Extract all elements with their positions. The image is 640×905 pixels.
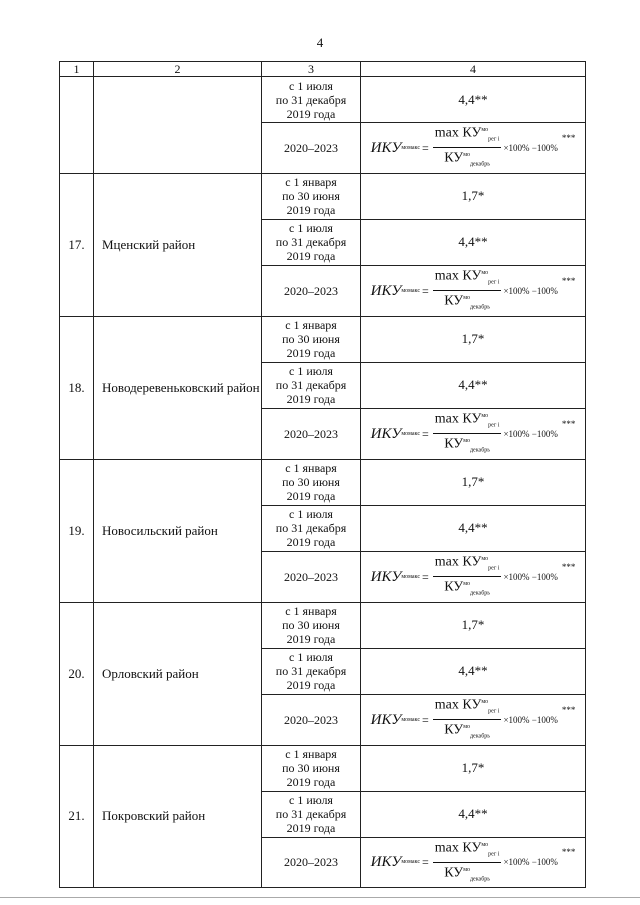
period-line: 2020–2023 xyxy=(284,426,338,441)
value-cell xyxy=(361,551,586,602)
period-line: 2019 года xyxy=(286,775,336,790)
formula-lhs: ИКУ xyxy=(370,568,402,585)
formula-tail: ×100% −100% xyxy=(503,428,558,439)
formula-equals: = xyxy=(422,855,429,870)
district-number: 17. xyxy=(60,173,94,316)
period-cell xyxy=(262,837,361,888)
formula xyxy=(371,123,576,173)
value-cell xyxy=(361,123,586,174)
period-line: 2019 года xyxy=(286,535,336,550)
district-name: Орловский район xyxy=(94,602,262,745)
period-line: по 31 декабря xyxy=(275,92,347,107)
formula-lhs: ИКУ xyxy=(370,711,402,728)
period-line: по 30 июня xyxy=(282,475,340,490)
formula-denominator-sub: декабрь xyxy=(470,733,490,740)
formula-denominator-text: КУ xyxy=(444,722,464,738)
formula-footnote-mark: *** xyxy=(561,275,576,286)
page-number: 4 xyxy=(316,35,324,50)
formula-denominator xyxy=(444,577,490,601)
value-cell: 4,4** xyxy=(361,505,586,551)
period-line: с 1 июля xyxy=(289,793,333,808)
formula-lhs-sub: макс xyxy=(408,716,420,723)
formula-denominator-text: КУ xyxy=(444,865,464,881)
period-line: по 31 декабря xyxy=(275,521,347,536)
period-cell xyxy=(262,173,361,219)
period-cell xyxy=(262,648,361,694)
period-line: по 30 июня xyxy=(282,332,340,347)
formula-equals: = xyxy=(422,712,429,727)
period-line: с 1 июля xyxy=(289,221,333,236)
value-cell xyxy=(361,265,586,316)
period-line: по 31 декабря xyxy=(275,807,347,822)
formula-footnote-mark: *** xyxy=(561,704,576,715)
period-line: 2020–2023 xyxy=(284,283,338,298)
value-cell: 1,7* xyxy=(361,316,586,362)
district-name: Мценский район xyxy=(94,173,262,316)
period-cell xyxy=(262,745,361,791)
value-cell: 1,7* xyxy=(361,602,586,648)
formula-lhs-sub: макс xyxy=(408,859,420,866)
value-cell: 4,4** xyxy=(361,648,586,694)
period-line: по 31 декабря xyxy=(275,235,347,250)
value-cell xyxy=(361,408,586,459)
period-cell xyxy=(262,362,361,408)
period-line: с 1 января xyxy=(285,175,337,190)
period-line: по 31 декабря xyxy=(275,664,347,679)
table-row xyxy=(60,745,586,791)
formula-denominator xyxy=(444,148,490,172)
formula-fraction xyxy=(433,409,502,459)
formula-fraction xyxy=(433,552,502,602)
name-cell xyxy=(94,77,262,174)
formula-fraction xyxy=(433,123,502,173)
value-cell xyxy=(361,694,586,745)
formula-denominator-sup: мо xyxy=(463,295,470,302)
formula-fraction xyxy=(433,838,502,888)
period-line: с 1 января xyxy=(285,461,337,476)
formula-numerator-sup: мо xyxy=(481,412,489,419)
formula-denominator xyxy=(444,291,490,315)
value-cell: 1,7* xyxy=(361,459,586,505)
formula-lhs-sup: мо xyxy=(401,716,409,723)
column-header: 4 xyxy=(361,62,586,77)
value-cell: 4,4** xyxy=(361,362,586,408)
formula xyxy=(371,838,576,888)
formula-fraction xyxy=(433,266,502,316)
formula-tail: ×100% −100% xyxy=(503,285,558,296)
formula-footnote-mark: *** xyxy=(561,418,576,429)
formula-footnote-mark: *** xyxy=(561,847,576,858)
column-header: 3 xyxy=(262,62,361,77)
formula-footnote-mark: *** xyxy=(561,561,576,572)
formula-numerator-text: max КУ xyxy=(434,554,482,570)
formula-numerator xyxy=(433,123,502,148)
district-name: Новосильский район xyxy=(94,459,262,602)
district-name: Покровский район xyxy=(94,745,262,888)
period-line: 2019 года xyxy=(286,106,336,121)
period-line: 2019 года xyxy=(286,346,336,361)
page-bottom-rule xyxy=(0,897,640,898)
formula-numerator xyxy=(433,695,502,720)
formula-denominator-text: КУ xyxy=(444,151,464,167)
table-row xyxy=(60,77,586,123)
period-line: с 1 января xyxy=(285,318,337,333)
formula-numerator-text: max КУ xyxy=(434,840,482,856)
formula-denominator-sup: мо xyxy=(463,724,470,731)
period-line: 2020–2023 xyxy=(284,855,338,870)
formula-numerator-text: max КУ xyxy=(434,411,482,427)
formula-equals: = xyxy=(422,569,429,584)
value-cell: 4,4** xyxy=(361,219,586,265)
formula-numerator-sub: рег i xyxy=(488,136,500,143)
formula-tail: ×100% −100% xyxy=(503,857,558,868)
formula-lhs: ИКУ xyxy=(370,854,402,871)
value-cell xyxy=(361,837,586,888)
value-cell: 4,4** xyxy=(361,791,586,837)
formula-tail: ×100% −100% xyxy=(503,714,558,725)
period-line: с 1 января xyxy=(285,604,337,619)
formula-numerator-text: max КУ xyxy=(434,268,482,284)
period-cell xyxy=(262,791,361,837)
column-header: 1 xyxy=(60,62,94,77)
column-header: 2 xyxy=(94,62,262,77)
period-line: по 30 июня xyxy=(282,189,340,204)
formula-denominator xyxy=(444,863,490,887)
period-line: с 1 июля xyxy=(289,650,333,665)
formula-lhs-sup: мо xyxy=(401,144,409,151)
num-cell xyxy=(60,77,94,174)
formula-numerator-sub: рег i xyxy=(488,850,500,857)
formula-denominator xyxy=(444,434,490,458)
period-cell xyxy=(262,316,361,362)
formula-tail: ×100% −100% xyxy=(503,142,558,153)
formula-numerator-sub: рег i xyxy=(488,708,500,715)
period-cell xyxy=(262,219,361,265)
formula xyxy=(371,266,576,316)
period-line: 2019 года xyxy=(286,392,336,407)
formula-footnote-mark: *** xyxy=(561,132,576,143)
district-number: 20. xyxy=(60,602,94,745)
period-cell xyxy=(262,123,361,174)
value-cell: 4,4** xyxy=(361,77,586,123)
formula-numerator-sub: рег i xyxy=(488,565,500,572)
formula-numerator xyxy=(433,552,502,577)
formula-numerator-text: max КУ xyxy=(434,125,482,141)
formula xyxy=(371,409,576,459)
formula-denominator-sub: декабрь xyxy=(470,876,490,883)
period-cell xyxy=(262,551,361,602)
period-line: 2019 года xyxy=(286,678,336,693)
period-cell xyxy=(262,77,361,123)
formula-numerator-sup: мо xyxy=(481,269,489,276)
value-cell: 1,7* xyxy=(361,173,586,219)
formula-numerator-sub: рег i xyxy=(488,279,500,286)
formula-denominator-text: КУ xyxy=(444,294,464,310)
formula-numerator-sup: мо xyxy=(481,555,489,562)
formula-lhs-sub: макс xyxy=(408,573,420,580)
formula-denominator-sub: декабрь xyxy=(470,161,490,168)
period-line: 2019 года xyxy=(286,203,336,218)
formula-denominator-text: КУ xyxy=(444,579,464,595)
formula-denominator-sub: декабрь xyxy=(470,304,490,311)
formula-denominator-sup: мо xyxy=(463,438,470,445)
formula-denominator-sup: мо xyxy=(463,152,470,159)
formula-fraction xyxy=(433,695,502,745)
value-cell: 1,7* xyxy=(361,745,586,791)
district-number: 21. xyxy=(60,745,94,888)
formula-lhs: ИКУ xyxy=(370,425,402,442)
period-line: 2019 года xyxy=(286,632,336,647)
table-row xyxy=(60,602,586,648)
formula-equals: = xyxy=(422,283,429,298)
formula-lhs-sub: макс xyxy=(408,144,420,151)
formula xyxy=(371,552,576,602)
period-line: 2019 года xyxy=(286,489,336,504)
period-line: 2019 года xyxy=(286,249,336,264)
table-row xyxy=(60,173,586,219)
period-line: 2020–2023 xyxy=(284,712,338,727)
formula-denominator xyxy=(444,720,490,744)
table-row xyxy=(60,316,586,362)
formula-tail: ×100% −100% xyxy=(503,571,558,582)
formula-lhs: ИКУ xyxy=(370,282,402,299)
district-name: Новодеревеньковский район xyxy=(94,316,262,459)
formula-lhs: ИКУ xyxy=(370,139,402,156)
formula-lhs-sup: мо xyxy=(401,287,409,294)
period-cell xyxy=(262,602,361,648)
formula-lhs-sup: мо xyxy=(401,430,409,437)
formula-lhs-sub: макс xyxy=(408,430,420,437)
period-line: 2020–2023 xyxy=(284,569,338,584)
formula-numerator-text: max КУ xyxy=(434,697,482,713)
formula-numerator-sup: мо xyxy=(481,841,489,848)
period-line: с 1 июля xyxy=(289,78,333,93)
table-row xyxy=(60,459,586,505)
period-line: по 30 июня xyxy=(282,761,340,776)
period-line: с 1 июля xyxy=(289,364,333,379)
formula-numerator-sup: мо xyxy=(481,698,489,705)
formula-numerator xyxy=(433,266,502,291)
formula-numerator-sup: мо xyxy=(481,127,489,133)
period-line: 2020–2023 xyxy=(284,140,338,155)
tariff-table xyxy=(59,61,586,888)
formula-numerator xyxy=(433,838,502,863)
period-cell xyxy=(262,505,361,551)
period-line: с 1 июля xyxy=(289,507,333,522)
formula-equals: = xyxy=(422,140,429,155)
formula-denominator-sub: декабрь xyxy=(470,447,490,454)
period-cell xyxy=(262,265,361,316)
formula-lhs-sup: мо xyxy=(401,859,409,866)
period-line: 2019 года xyxy=(286,821,336,836)
formula-equals: = xyxy=(422,426,429,441)
period-cell xyxy=(262,408,361,459)
formula xyxy=(371,695,576,745)
period-line: с 1 января xyxy=(285,747,337,762)
period-line: по 30 июня xyxy=(282,618,340,633)
formula-denominator-sup: мо xyxy=(463,866,470,873)
formula-denominator-sup: мо xyxy=(463,581,470,588)
formula-denominator-sub: декабрь xyxy=(470,590,490,597)
formula-lhs-sub: макс xyxy=(408,287,420,294)
district-number: 18. xyxy=(60,316,94,459)
period-cell xyxy=(262,459,361,505)
formula-denominator-text: КУ xyxy=(444,436,464,452)
period-line: по 31 декабря xyxy=(275,378,347,393)
formula-numerator xyxy=(433,409,502,434)
period-cell xyxy=(262,694,361,745)
district-number: 19. xyxy=(60,459,94,602)
header-row xyxy=(60,62,586,77)
formula-lhs-sup: мо xyxy=(401,573,409,580)
formula-numerator-sub: рег i xyxy=(488,422,500,429)
